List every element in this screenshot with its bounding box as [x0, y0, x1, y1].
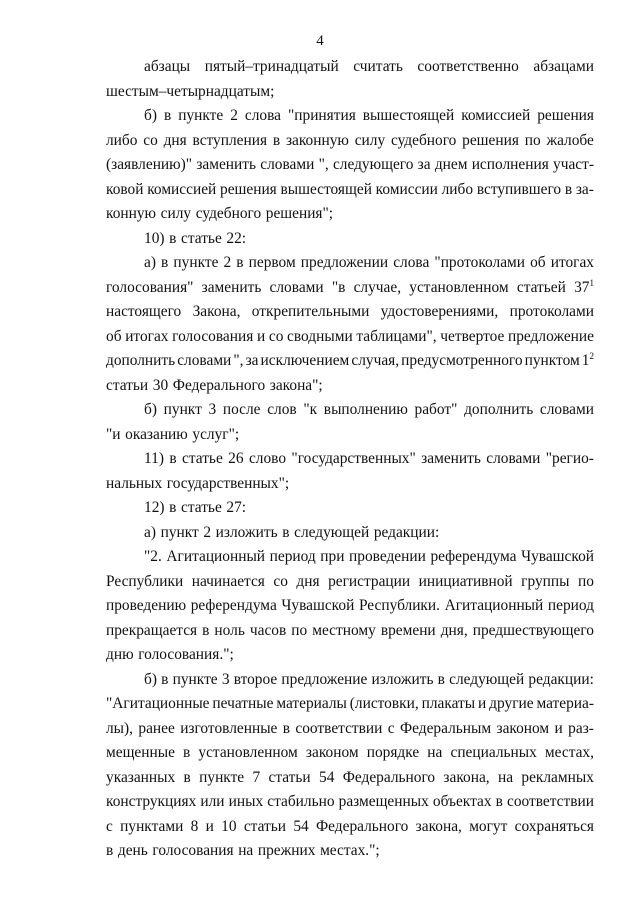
text-line: лы), ранее изготовленные в соответствии с Федеральным законом и раз-: [106, 719, 594, 737]
text-line: проведению референдума Чувашской Республики. Агитационный период: [106, 597, 594, 614]
text-line: б) в пункте 2 слова "принятия вышестоящей комиссией решения: [144, 107, 594, 124]
text-line: "Агитационные печатные материалы (листовки, плакаты и другие материа-: [106, 695, 594, 712]
page-number: 4: [316, 33, 324, 49]
text-line: с пунктами 8 и 10 статьи 54 Федерального закона, могут сохраняться: [106, 817, 594, 835]
text-line: прекращается в ноль часов по местному времени дня, предшествующего: [106, 621, 594, 639]
text-line: конструкциях или иных стабильно размещенных объектах в соответствии: [106, 793, 594, 810]
text-line: конную силу судебного решения";: [106, 205, 334, 222]
superscript: 1: [589, 277, 594, 288]
text-line: а) в пункте 2 в первом предложении слова "протоколами об итогах: [144, 254, 594, 271]
superscript: 2: [589, 351, 594, 361]
text-line: 11) в статье 26 слово "государственных" заменить словами "регио-: [144, 450, 594, 467]
text-line: нальных государственных";: [106, 474, 290, 492]
text-line: а) пункт 2 изложить в следующей редакции:: [144, 523, 440, 541]
text-line: голосования" заменить словами "в случае, установленном статьей $37^1$: [106, 277, 594, 296]
document-body: [106, 55, 594, 864]
text-line: об итогах голосования и со сводными таблицами", четвертое предложение: [106, 327, 594, 345]
text-line: Республики начинается со дня регистрации инициативной группы по: [106, 572, 594, 590]
text-line: "2. Агитационный период при проведении референдума Чувашской: [144, 548, 594, 565]
text-line: настоящего Закона, открепительными удостоверениями, протоколами: [106, 303, 594, 320]
text-line: (заявлению)" заменить словами ", следующего за днем исполнения участ-: [106, 156, 594, 173]
text-line: в день голосования на прежних местах.";: [106, 842, 380, 859]
text-line: статьи 30 Федерального закона";: [106, 376, 323, 394]
text-line: дополнить словами ", за исключением случая, предусмотренного пунктом $1^2$: [106, 351, 594, 369]
text-line: б) в пункте 3 второе предложение изложить в следующей редакции:: [144, 670, 594, 688]
text-line: 12) в статье 27:: [144, 499, 247, 516]
text-line: ковой комиссией решения вышестоящей комиссии либо вступившего в за-: [106, 180, 594, 198]
text-line: либо со дня вступления в законную силу судебного решения по жалобе: [106, 131, 594, 149]
text-line: абзацы пятый–тринадцатый считать соответственно абзацами: [144, 58, 594, 75]
text-line: дню голосования.";: [106, 646, 234, 663]
text-line: 10) в статье 22:: [144, 229, 247, 247]
text-line: б) пункт 3 после слов "к выполнению работ" дополнить словами: [144, 401, 594, 418]
text-line: мещенные в установленном законом порядке на специальных местах,: [106, 744, 594, 761]
text-line: "и оказанию услуг";: [106, 425, 240, 443]
text-line: указанных в пункте 7 статьи 54 Федерального закона, на рекламных: [106, 768, 594, 786]
text-line: шестым–четырнадцатым;: [106, 82, 275, 100]
